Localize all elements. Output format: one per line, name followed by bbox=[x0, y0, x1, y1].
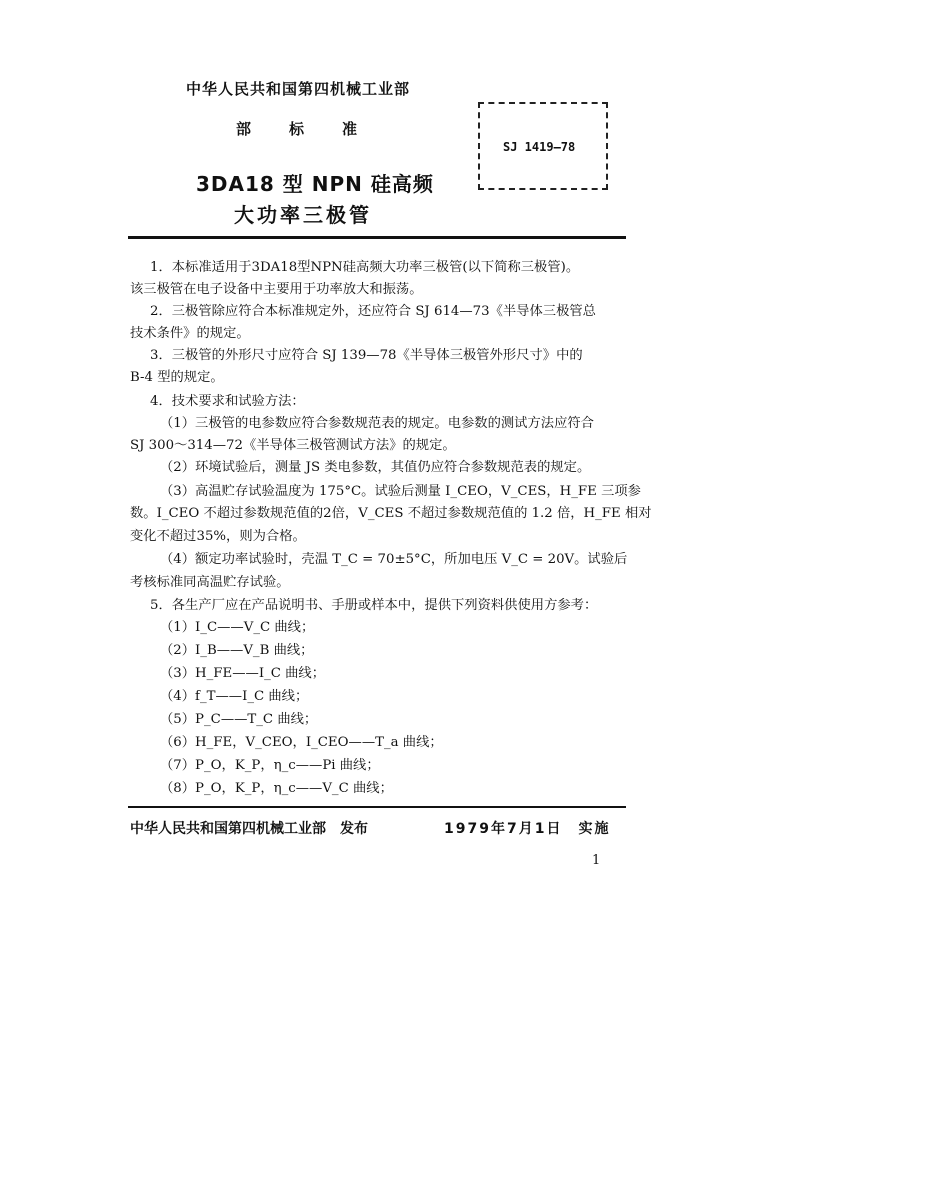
footer-divider bbox=[128, 806, 626, 808]
body-line: B-4 型的规定。 bbox=[130, 370, 224, 385]
issuing-ministry: 中华人民共和国第四机械工业部 bbox=[186, 80, 411, 98]
list-item: （6）H_FE，V_CEO，I_CEO——T_a 曲线； bbox=[160, 735, 443, 750]
body-line: 变化不超过35%，则为合格。 bbox=[130, 529, 306, 544]
document-title-line1: 3DA18 型 NPN 硅高频 bbox=[196, 172, 434, 196]
body-line: （3）高温贮存试验温度为 175°C。试验后测量 I_CEO，V_CES，H_FE 三项参 bbox=[160, 484, 641, 499]
footer-effective-date: 1979年7月1日 实施 bbox=[444, 821, 611, 837]
list-item: （5）P_C——T_C 曲线； bbox=[160, 712, 318, 727]
document-title-line2: 大功率三极管 bbox=[234, 203, 372, 227]
body-line: 4．技术要求和试验方法： bbox=[150, 394, 305, 409]
header-divider bbox=[128, 236, 626, 239]
body-line: 技术条件》的规定。 bbox=[130, 326, 250, 341]
standard-code: SJ 1419—78 bbox=[503, 140, 576, 154]
footer-issuer: 中华人民共和国第四机械工业部 发布 bbox=[130, 821, 368, 837]
body-line: （1）三极管的电参数应符合参数规范表的规定。电参数的测试方法应符合 bbox=[160, 416, 594, 431]
body-line: 数。I_CEO 不超过参数规范值的2倍，V_CES 不超过参数规范值的 1.2 倍，H_FE 相对 bbox=[130, 506, 652, 521]
body-line: （4）额定功率试验时，壳温 T_C = 70±5°C，所加电压 V_C = 20V。试验后 bbox=[160, 552, 628, 567]
body-line: 2．三极管除应符合本标准规定外，还应符合 SJ 614—73《半导体三极管总 bbox=[150, 304, 596, 319]
list-item: （1）I_C——V_C 曲线； bbox=[160, 620, 315, 635]
body-line: 考核标准同高温贮存试验。 bbox=[130, 575, 290, 590]
page-number: 1 bbox=[592, 853, 601, 868]
body-line: 5．各生产厂应在产品说明书、手册或样本中，提供下列资料供使用方参考： bbox=[150, 598, 598, 613]
list-item: （2）I_B——V_B 曲线； bbox=[160, 643, 314, 658]
body-line: 3．三极管的外形尺寸应符合 SJ 139—78《半导体三极管外形尺寸》中的 bbox=[150, 348, 583, 363]
body-line: （2）环境试验后，测量 JS 类电参数，其值仍应符合参数规范表的规定。 bbox=[160, 460, 591, 475]
list-item: （8）P_O，K_P，η_c——V_C 曲线； bbox=[160, 781, 393, 796]
standard-type: 部标准 bbox=[236, 120, 396, 138]
list-item: （4）f_T——I_C 曲线； bbox=[160, 689, 309, 704]
body-line: 1．本标准适用于3DA18型NPN硅高频大功率三极管(以下简称三极管)。 bbox=[150, 260, 580, 275]
body-line: SJ 300～314—72《半导体三极管测试方法》的规定。 bbox=[130, 438, 456, 453]
list-item: （3）H_FE——I_C 曲线； bbox=[160, 666, 326, 681]
list-item: （7）P_O，K_P，η_c——Pi 曲线； bbox=[160, 758, 380, 773]
body-line: 该三极管在电子设备中主要用于功率放大和振荡。 bbox=[130, 282, 423, 297]
